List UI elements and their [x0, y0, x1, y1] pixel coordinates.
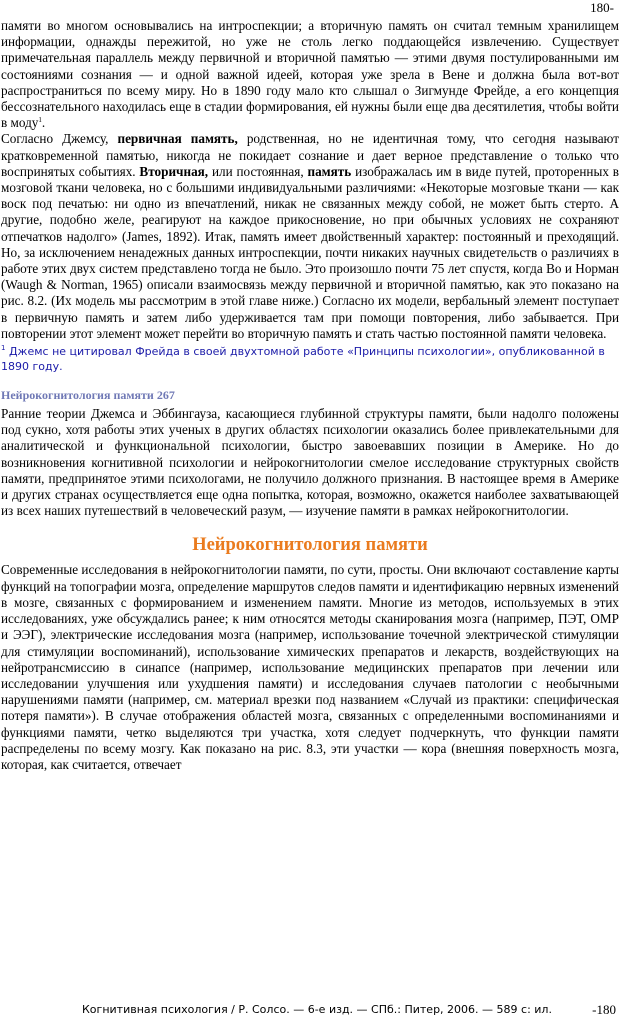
paragraph-1-text: памяти во многом основывались на интроспекции; а вторичную память он считал темным хранилищем информации, однажды пережитой, но уже не столь легко поддающейся извлечению. Существует примечательная параллель между первичной и вторичной памятью — этими двумя постулированными им состояниями сознания — и одной важной идеей, которая уже зрела в Вене и должна была вот-вот распространиться по всему миру. Но в 1890 году мало кто слышал о Зигмунде Фрейде, а его концепция бессознательного находилась еще в стадии формирования, ей нужны были еще два десятилетия, чтобы войти в моду [1, 18, 619, 131]
footnote-marker: 1 [1, 344, 6, 353]
footnote [1, 344, 619, 374]
term-primary-memory: первичная память, [117, 131, 238, 147]
term-secondary: Вторичная, [139, 163, 209, 179]
paragraph-3: Ранние теории Джемса и Эббингауза, касающиеся глубинной структуры памяти, были надолго положены под сукно, хотя работы этих ученых в других областях психологии оказались более привлекательными для аналитической и функциональной психологии, быстро завоевавших позиции в Америке. Но до возникновения когнитивной психологии и нейрокогнитологии смелое исследование структурных свойств памяти, предпринятое этими психологами, не получило должного признания. В настоящее время в Америке и других странах осуществляется еще одна попытка, которая, возможно, окажется наиболее захватывающей из всех наших путешествий в человеческий разум, — изучение памяти в рамках нейрокогнитологии. [1, 406, 619, 519]
section-title: Нейрокогнитология памяти [192, 535, 428, 556]
footer-source: Когнитивная психология / Р. Солсо. — 6-е изд. — СПб.: Питер, 2006. — 589 с: ил. [82, 1003, 552, 1016]
paragraph-4: Современные исследования в нейрокогнитологии памяти, по сути, просты. Они включают составление карты функций на топографии мозга, определение маршрутов следов памяти и идентификацию нервных изменений в мозге, связанных с формированием и изменением памяти. Многие из методов, используемых в этих исследованиях, уже обсуждались ранее; к ним относятся методы сканирования мозга (например, ПЭТ, ОМР и ЭЭГ), электрические исследования мозга (например, использование точечной электрической стимуляции для стимуляции воспоминаний), использование химических препаратов и лекарств, воздействующих на нейротрансмиссию в синапсе (например, использование медицинских препаратов при лечении или исследовании улучшения или ухудшения памяти) и исследования случаев патологии с необычными нарушениями памяти (например, см. материал врезки под названием «Случай из практики: специфическая потеря памяти»). В случае отображения областей мозга, связанных с определенными воспоминаниями и функциями памяти, четко выделяются три участка, хотя следует подчеркнуть, что функции памяти распределены по всему мозгу. Как показано на рис. 8.3, эти участки — кора (внешняя поверхность мозга, которая, как считается, отвечает [1, 562, 619, 772]
paragraph-1: памяти во многом основывались на интроспекции; а вторичную память он считал темным хранилищем информации, однажды пережитой, но уже не столь легко поддающейся извлечению. Существует примечательная параллель между первичной и вторичной памятью — этими двумя постулированными им состояниями сознания — и одной важной идеей, которая уже зрела в Вене и должна была вот-вот распространиться по всему миру. Но в 1890 году мало кто слышал о Зигмунде Фрейде, а его концепция бессознательного находилась еще в стадии формирования, ей нужны были еще два десятилетия, чтобы войти в моду$^1$. [1, 18, 619, 131]
page-number-bottom: -180 [592, 1002, 616, 1017]
term-memory: память [307, 163, 352, 179]
footnote-text: Джемс не цитировал Фрейда в своей двухтомной работе «Принципы психологии», опубликованной в 1890 году. [1, 345, 605, 374]
page-number-top: 180- [590, 0, 614, 15]
footnote-reference[interactable]: 1 [38, 116, 42, 125]
paragraph-2-text-e: или постоянная, [208, 163, 308, 179]
paragraph-2 [1, 131, 619, 342]
paragraph-2-text-c: родственная, но не идентичная тому, что сегодня называют кратковременной памятью, никогда не покидает сознание и дает верное представление о только что воспринятых событиях. [1, 131, 619, 179]
page-content [1, 18, 619, 773]
paragraph-2-text-a: Согласно Джемсу, [1, 131, 118, 147]
running-head: Нейрокогнитология памяти 267 [1, 388, 175, 403]
paragraph-2-text-g: изображалась им в виде путей, проторенных в мозговой ткани человека, но с большими индивидуальными различиями: «Некоторые мозговые ткани — как воск под печатью: ни одно из впечатлений, никак не связанных между собой, не может быть стерто. А другие, подобно желе, реагируют на каждое прикосновение, но при обычных условиях не сохраняют отпечатков надолго» (James, 1892). Итак, память имеет двойственный характер: постоянный и преходящий. Но, за исключением ненадежных данных интроспекции, почти никаких научных свидетельств о различиях в работе этих двух систем представлено тогда не было. Это произошло почти 75 лет спустя, когда Во и Норман (Waugh & Norman, 1965) описали взаимосвязь между первичной и вторичной памятью, как это показано на рис. 8.2. (Их модель мы рассмотрим в этой главе ниже.) Согласно их модели, вербальный элемент поступает в первичную память и затем либо удерживается там при помощи повторения, либо забывается. При повторении этот элемент может перейти во вторичную память и стать частью постоянной памяти человека. [1, 163, 619, 341]
